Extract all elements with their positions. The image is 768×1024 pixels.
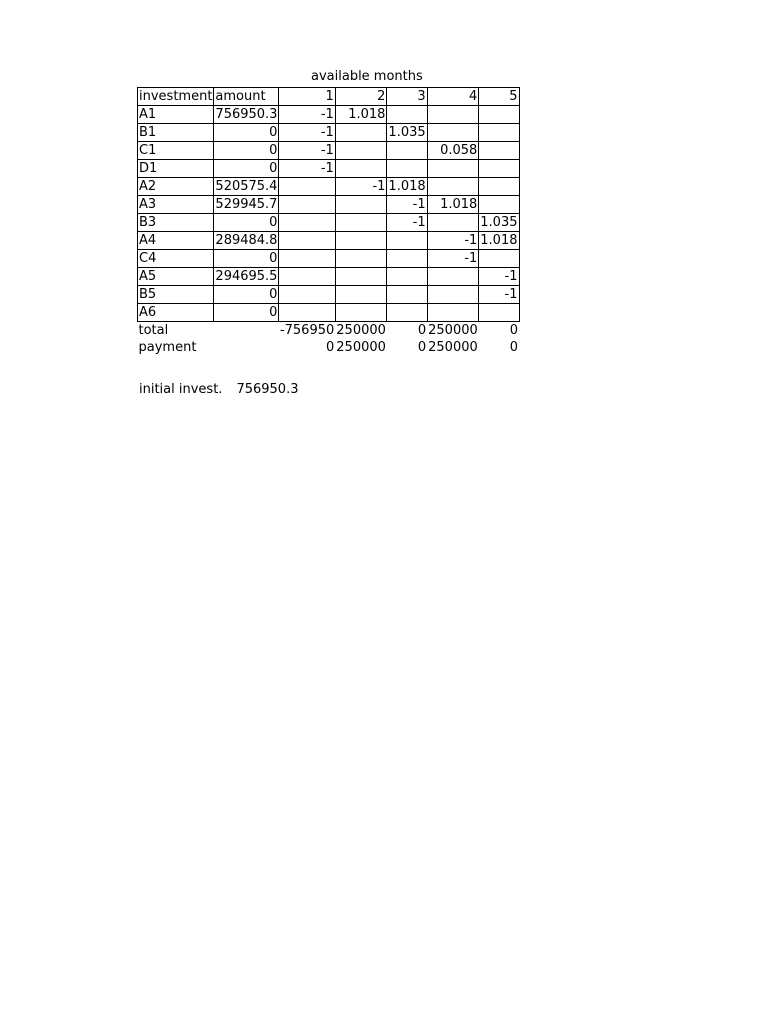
table-cell[interactable]: 1.035 xyxy=(388,125,426,140)
table-row xyxy=(138,160,520,178)
table-cell[interactable] xyxy=(427,160,479,178)
table-cell[interactable]: B5 xyxy=(138,286,214,304)
initial-invest-value[interactable]: 756950.3 xyxy=(236,382,299,397)
table-cell[interactable] xyxy=(479,124,519,142)
table-cell[interactable] xyxy=(279,178,335,196)
table-cell[interactable] xyxy=(387,142,427,160)
table-cell[interactable]: -1 xyxy=(279,124,335,142)
table-cell[interactable]: -1 xyxy=(427,250,479,268)
table-cell[interactable]: -1 xyxy=(387,196,427,214)
table-cell[interactable]: 2 xyxy=(335,88,387,106)
table-cell[interactable]: 0 xyxy=(214,286,279,304)
table-cell[interactable]: D1 xyxy=(138,160,214,178)
table-cell[interactable] xyxy=(427,214,479,232)
table-cell[interactable]: 3 xyxy=(387,88,427,106)
table-cell[interactable] xyxy=(335,286,387,304)
table-cell[interactable]: A3 xyxy=(138,196,214,214)
table-cell[interactable]: 0 xyxy=(417,340,427,356)
table-cell[interactable] xyxy=(335,250,387,268)
table-cell[interactable]: 250000 xyxy=(336,340,386,356)
table-cell[interactable] xyxy=(427,178,479,196)
table-cell[interactable] xyxy=(279,214,335,232)
table-cell[interactable]: -1 xyxy=(479,268,519,286)
table-cell[interactable]: 294695.5 xyxy=(215,269,278,284)
table-cell[interactable] xyxy=(335,214,387,232)
table-cell[interactable] xyxy=(279,286,335,304)
table-cell[interactable]: 250000 xyxy=(428,340,478,356)
table-row xyxy=(138,106,520,124)
table-cell[interactable]: 1.018 xyxy=(335,106,387,124)
table-row xyxy=(138,232,520,250)
table-cell[interactable] xyxy=(387,232,427,250)
table-cell[interactable] xyxy=(427,124,479,142)
table-cell[interactable] xyxy=(279,268,335,286)
table-cell[interactable] xyxy=(335,304,387,322)
table-cell[interactable] xyxy=(335,196,387,214)
table-cell[interactable]: 0 xyxy=(326,340,335,356)
table-row xyxy=(138,286,520,304)
table-cell[interactable]: B3 xyxy=(138,214,214,232)
table-cell[interactable] xyxy=(279,250,335,268)
table-cell[interactable]: 529945.7 xyxy=(215,197,278,212)
table-cell[interactable] xyxy=(427,304,479,322)
table-cell[interactable]: payment xyxy=(138,340,197,356)
table-cell[interactable]: A6 xyxy=(138,304,214,322)
table-cell[interactable]: total xyxy=(138,323,169,338)
table-header-row xyxy=(138,88,520,106)
table-row xyxy=(138,196,520,214)
summary-row xyxy=(138,339,520,357)
table-cell[interactable]: A2 xyxy=(138,178,214,196)
table-cell[interactable]: 1.018 xyxy=(480,233,518,248)
table-cell[interactable] xyxy=(479,196,519,214)
table-cell[interactable]: 1.018 xyxy=(427,196,479,214)
table-cell[interactable] xyxy=(335,160,387,178)
table-cell[interactable] xyxy=(387,304,427,322)
table-cell[interactable] xyxy=(427,268,479,286)
table-cell[interactable]: 0.058 xyxy=(427,142,479,160)
table-cell[interactable] xyxy=(387,250,427,268)
table-row xyxy=(138,178,520,196)
table-row xyxy=(138,304,520,322)
table-cell[interactable] xyxy=(387,286,427,304)
investment-table xyxy=(137,87,520,357)
table-cell[interactable] xyxy=(427,106,479,124)
table-cell[interactable] xyxy=(335,268,387,286)
investment-table-body xyxy=(138,88,520,357)
table-cell[interactable]: -1 xyxy=(279,106,335,124)
initial-invest-line xyxy=(139,382,298,397)
table-cell[interactable]: B1 xyxy=(138,124,214,142)
table-cell[interactable]: 250000 xyxy=(428,323,478,338)
initial-invest-label[interactable]: initial invest. xyxy=(139,382,223,397)
table-cell[interactable]: 1.035 xyxy=(480,215,518,230)
table-cell[interactable] xyxy=(387,106,427,124)
table-cell[interactable] xyxy=(214,339,279,357)
table-cell[interactable]: 0 xyxy=(509,323,518,338)
table-cell[interactable] xyxy=(279,304,335,322)
table-cell[interactable] xyxy=(387,268,427,286)
table-cell[interactable]: 0 xyxy=(214,142,279,160)
table-cell[interactable]: A1 xyxy=(138,106,214,124)
table-cell[interactable] xyxy=(335,232,387,250)
table-cell[interactable]: 0 xyxy=(509,340,518,356)
table-row xyxy=(138,142,520,160)
table-cell[interactable]: A5 xyxy=(138,268,214,286)
table-cell[interactable]: 756950.3 xyxy=(215,107,278,122)
summary-row xyxy=(138,322,520,340)
table-cell[interactable] xyxy=(335,142,387,160)
table-row xyxy=(138,214,520,232)
table-row xyxy=(138,268,520,286)
table-cell[interactable]: 0 xyxy=(214,250,279,268)
table-cell[interactable] xyxy=(279,196,335,214)
table-cell[interactable]: amount xyxy=(214,88,279,106)
table-cell[interactable]: 289484.8 xyxy=(215,233,278,248)
table-cell[interactable] xyxy=(279,232,335,250)
table-cell[interactable]: 0 xyxy=(417,323,427,338)
table-cell[interactable]: C1 xyxy=(138,142,214,160)
table-cell[interactable] xyxy=(335,124,387,142)
table-cell[interactable] xyxy=(427,286,479,304)
table-cell[interactable]: -1 xyxy=(335,178,387,196)
table-cell[interactable]: -1 xyxy=(279,142,335,160)
table-cell[interactable]: 0 xyxy=(214,160,279,178)
table-cell[interactable]: C4 xyxy=(138,250,214,268)
table-cell[interactable]: A4 xyxy=(138,232,214,250)
table-cell[interactable] xyxy=(479,106,519,124)
table-cell[interactable] xyxy=(479,250,519,268)
table-row xyxy=(138,250,520,268)
table-cell[interactable]: investment xyxy=(139,89,213,104)
table-cell[interactable]: -1 xyxy=(387,214,427,232)
table-cell[interactable]: 520575.4 xyxy=(215,179,278,194)
table-cell[interactable] xyxy=(479,142,519,160)
table-cell[interactable]: -756950 xyxy=(279,323,335,338)
table-cell[interactable]: 1.018 xyxy=(388,179,426,194)
table-cell[interactable]: 4 xyxy=(427,88,479,106)
table-cell[interactable]: 0 xyxy=(214,124,279,142)
table-cell[interactable]: -1 xyxy=(279,160,335,178)
table-cell[interactable]: -1 xyxy=(479,286,519,304)
table-cell[interactable]: 0 xyxy=(214,304,279,322)
table-cell[interactable] xyxy=(479,304,519,322)
table-cell[interactable] xyxy=(479,178,519,196)
table-cell[interactable]: 250000 xyxy=(336,323,386,338)
available-months-heading[interactable]: available months xyxy=(311,69,423,84)
table-cell[interactable]: 0 xyxy=(214,214,279,232)
table-cell[interactable]: 1 xyxy=(279,88,335,106)
table-cell[interactable] xyxy=(387,160,427,178)
table-cell[interactable] xyxy=(214,322,279,340)
table-row xyxy=(138,124,520,142)
table-cell[interactable] xyxy=(479,160,519,178)
table-cell[interactable]: -1 xyxy=(427,232,479,250)
table-cell[interactable]: 5 xyxy=(479,88,519,106)
